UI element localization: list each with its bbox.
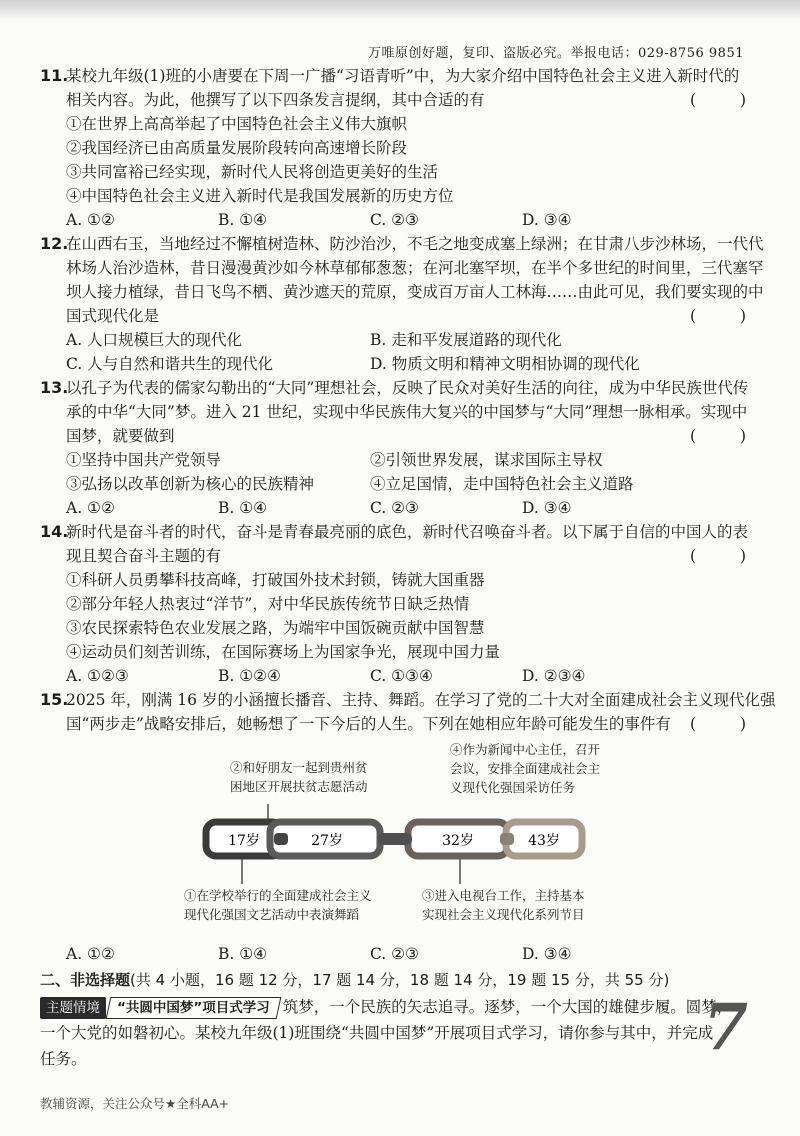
- age-label-27: 27岁: [311, 833, 343, 849]
- option-b[interactable]: B. ①④: [218, 499, 268, 517]
- question-text: 2025 年，刚满 16 岁的小涵擅长播音、主持、舞蹈。在学习了党的二十大对全面建成社会主义现代化强: [66, 691, 776, 709]
- bracket-close: ): [739, 91, 746, 109]
- annotation-text: 现代化强国文艺活动中表演舞蹈: [184, 907, 360, 922]
- options-row: [40, 496, 746, 520]
- options-row: [40, 352, 746, 376]
- question-text: 现且契合奋斗主题的有: [66, 547, 222, 565]
- answer-bracket[interactable]: [690, 712, 746, 736]
- chain-connector: [378, 833, 412, 845]
- question-text: 某校九年级(1)班的小唐要在下周一广播“习语青听”中，为大家介绍中国特色社会主义进入新时代的: [66, 67, 740, 85]
- statement-item: ③弘扬以改革创新为核心的民族精神: [66, 475, 315, 493]
- section-detail: (共 4 小题，16 题 12 分，17 题 14 分，18 题 14 分，19 题 15 分，共 55 分): [130, 971, 670, 989]
- statement-item: ②我国经济已由高质量发展阶段转向高速增长阶段: [66, 139, 408, 157]
- question-number: 12.: [40, 234, 69, 253]
- question-text: 承的中华“大同”梦。进入 21 世纪，实现中华民族伟大复兴的中国梦与“大同”理想一脉相承。实现中: [66, 403, 748, 421]
- answer-bracket[interactable]: [690, 304, 746, 328]
- chain-connector: [500, 833, 514, 845]
- annotation-text: ①在学校举行的全面建成社会主义: [184, 888, 372, 903]
- option-c[interactable]: C. ②③: [370, 945, 419, 963]
- question-12: [40, 232, 764, 376]
- option-a[interactable]: A. ①②: [66, 499, 115, 517]
- section-heading: [40, 966, 746, 994]
- question-text: 以孔子为代表的儒家勾勒出的“大同”理想社会，反映了民众对美好生活的向往，成为中华民族世代传: [66, 379, 749, 397]
- question-13: [40, 376, 749, 520]
- question-line: [40, 688, 776, 712]
- question-line: [40, 304, 746, 328]
- question-line: [40, 712, 746, 736]
- option-b[interactable]: B. ①④: [218, 211, 268, 229]
- statement-item: ④中国特色社会主义进入新时代是我国发展新的历史方位: [66, 187, 454, 205]
- age-label-32: 32岁: [442, 833, 474, 849]
- bracket-open: (: [690, 715, 697, 733]
- statement-item: ③农民探索特色农业发展之路，为端牢中国饭碗贡献中国智慧: [66, 619, 485, 637]
- question-number: 15.: [40, 690, 69, 709]
- question-line: [40, 520, 749, 544]
- question-text: 在山西右玉，当地经过不懈植树造林、防沙治沙，不毛之地变成塞上绿洲；在甘肃八步沙林场，一代代: [66, 235, 764, 253]
- age-label-17: 17岁: [228, 833, 260, 849]
- annotation-text: 实现社会主义现代化系列节目: [422, 907, 585, 922]
- annotation-text: 困地区开展扶贫志愿活动: [230, 779, 368, 794]
- option-d[interactable]: D. 物质文明和精神文明相协调的现代化: [370, 355, 640, 373]
- theme-text: 一个大党的如磐初心。某校九年级(1)班围绕“共圆中国梦”开展项目式学习，请你参与其中，并完成: [40, 1024, 714, 1042]
- question-text: 林场人治沙造林，昔日漫漫黄沙如今林草郁郁葱葱；在河北塞罕坝，在半个多世纪的时间里，三代塞罕: [66, 259, 764, 277]
- question-11: [40, 64, 746, 232]
- bracket-close: ): [739, 307, 746, 325]
- statement-item: ②部分年轻人热衷过“洋节”，对中华民族传统节日缺乏热情: [66, 595, 470, 613]
- statement-item: ④立足国情，走中国特色社会主义道路: [370, 475, 634, 493]
- statement-item: ①在世界上高高举起了中国特色社会主义伟大旗帜: [66, 115, 408, 133]
- statement-item: ②引领世界发展，谋求国际主导权: [370, 451, 603, 469]
- theme-title-box: [106, 997, 281, 1019]
- theme-intro: [40, 994, 746, 1020]
- answer-bracket[interactable]: [690, 88, 746, 112]
- theme-text: 任务。: [40, 1050, 87, 1068]
- option-c[interactable]: C. 人与自然和谐共生的现代化: [66, 355, 274, 373]
- question-line: [40, 424, 746, 448]
- theme-text: 筑梦，一个民族的矢志追寻。逐梦，一个大国的雄健步履。圆梦，: [282, 998, 733, 1016]
- bracket-open: (: [690, 91, 697, 109]
- question-line: [40, 88, 746, 112]
- option-a[interactable]: A. ①②: [66, 945, 115, 963]
- option-a[interactable]: A. 人口规模巨大的现代化: [66, 331, 243, 349]
- option-d[interactable]: D. ③④: [522, 499, 572, 517]
- question-number: 14.: [40, 522, 69, 541]
- question-line: [40, 232, 764, 256]
- page-number: 7: [703, 990, 748, 1065]
- statement-item: ③共同富裕已经实现，新时代人民将创造更美好的生活: [66, 163, 439, 181]
- header-note: 万唯原创好题，复印、盗版必究。举报电话：029-8756 9851: [367, 46, 744, 61]
- answer-bracket[interactable]: [690, 424, 746, 448]
- options-row: [40, 328, 746, 352]
- option-c[interactable]: C. ②③: [370, 211, 419, 229]
- annotation-1: [184, 886, 372, 924]
- question-line: [40, 376, 749, 400]
- question-14: [40, 520, 749, 688]
- bracket-open: (: [690, 547, 697, 565]
- options-row: [40, 942, 746, 966]
- page-content: [40, 64, 776, 1072]
- question-15: [40, 688, 776, 966]
- option-a[interactable]: A. ①②: [66, 211, 115, 229]
- section-title: 二、非选择题: [40, 971, 131, 989]
- bracket-close: ): [739, 547, 746, 565]
- answer-bracket[interactable]: [690, 544, 746, 568]
- question-text: 新时代是奋斗者的时代，奋斗是青春最亮丽的底色，新时代召唤奋斗者。以下属于自信的中国人的表: [66, 523, 749, 541]
- options-row: [40, 208, 746, 232]
- bracket-close: ): [739, 427, 746, 445]
- annotation-3: [422, 886, 585, 924]
- question-line: [40, 544, 746, 568]
- annotation-4: [450, 740, 600, 797]
- bracket-close: ): [739, 715, 746, 733]
- theme-title: “共圆中国梦”项目式学习: [117, 1000, 270, 1016]
- statement-item: ①坚持中国共产党领导: [66, 451, 222, 469]
- age-chain-diagram: [40, 738, 746, 942]
- theme-tag: 主题情境: [40, 997, 106, 1019]
- statement-row: [40, 472, 746, 496]
- option-d[interactable]: D. ③④: [522, 945, 572, 963]
- annotation-2: [230, 758, 368, 796]
- chain-connector: [274, 833, 288, 845]
- option-d[interactable]: D. ③④: [522, 211, 572, 229]
- option-a[interactable]: A. ①②③: [66, 667, 129, 685]
- question-text: 国梦，就要做到: [66, 427, 175, 445]
- question-number: 11.: [40, 66, 69, 85]
- footer-note: 教辅资源，关注公众号★全科AA+: [40, 1096, 230, 1111]
- options-row: [40, 664, 746, 688]
- annotation-text: ③进入电视台工作，主持基本: [422, 888, 585, 903]
- annotation-text: ②和好朋友一起到贵州贫: [230, 760, 368, 775]
- question-text: 国式现代化是: [66, 307, 160, 325]
- chain-graphic: [40, 738, 746, 942]
- option-b[interactable]: B. ①④: [218, 945, 268, 963]
- option-c[interactable]: C. ②③: [370, 499, 419, 517]
- bracket-open: (: [690, 427, 697, 445]
- option-c[interactable]: C. ①③④: [370, 667, 433, 685]
- option-d[interactable]: D. ②③④: [522, 667, 586, 685]
- statement-row: [40, 448, 746, 472]
- option-b[interactable]: B. ①②④: [218, 667, 281, 685]
- annotation-text: 义现代化强国采访任务: [450, 780, 576, 795]
- question-line: [40, 64, 746, 88]
- bracket-open: (: [690, 307, 697, 325]
- question-text: 相关内容。为此，他撰写了以下四条发言提纲，其中合适的有: [66, 91, 485, 109]
- statement-item: ①科研人员勇攀科技高峰，打破国外技术封锁，铸就大国重器: [66, 571, 485, 589]
- annotation-text: 会议，安排全面建成社会主: [450, 761, 601, 776]
- scan-top-shadow: [0, 0, 800, 18]
- statement-item: ④运动员们刻苦训练，在国际赛场上为国家争光，展现中国力量: [66, 643, 501, 661]
- question-text: 坝人接力植绿，昔日飞鸟不栖、黄沙遮天的荒原，变成百万亩人工林海……由此可见，我们要实现的中: [66, 283, 764, 301]
- age-label-43: 43岁: [528, 833, 560, 849]
- option-b[interactable]: B. 走和平发展道路的现代化: [370, 331, 562, 349]
- annotation-text: ④作为新闻中心主任，召开: [450, 742, 601, 757]
- question-text: 国“两步走”战略安排后，她畅想了一下今后的人生。下列在她相应年龄可能发生的事件有: [66, 715, 671, 733]
- question-number: 13.: [40, 378, 69, 397]
